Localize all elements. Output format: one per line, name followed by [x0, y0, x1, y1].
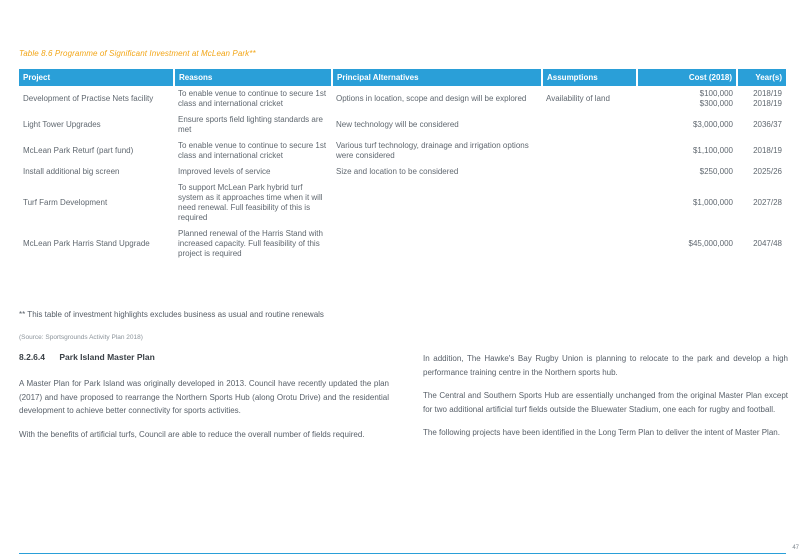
- investment-table: [19, 69, 786, 262]
- section-title: Park Island Master Plan: [59, 352, 155, 362]
- paragraph: With the benefits of artificial turfs, Council are able to reduce the overall number of fields required.: [19, 429, 365, 439]
- header-years: Year(s): [737, 69, 786, 86]
- paragraph: The Central and Southern Sports Hub are essentially unchanged from the original Master Plan except for two additional artificial turf fields outside the Bluewater Stadium, one each for rugby and football.: [423, 391, 788, 414]
- cell-assumptions: [542, 180, 637, 226]
- cell-years: 2018/19 2018/19: [753, 89, 782, 108]
- cell-reasons: To support McLean Park hybrid turf system as it approaches time when it will need renewal. Full feasibility of this is required: [178, 183, 323, 222]
- cell-cost: $100,000 $300,000: [699, 89, 733, 108]
- table-row: [19, 138, 786, 164]
- header-cost: Cost (2018): [637, 69, 737, 86]
- cell-reasons: To enable venue to continue to secure 1st class and international cricket: [178, 89, 327, 108]
- cell-project: Light Tower Upgrades: [23, 120, 101, 129]
- header-reasons: Reasons: [174, 69, 332, 86]
- table-row: [19, 180, 786, 226]
- cell-years: 2025/26: [753, 167, 782, 176]
- page-number: 47: [792, 545, 799, 551]
- cell-assumptions: [542, 138, 637, 164]
- cell-cost: $3,000,000: [692, 120, 733, 129]
- cell-project: Development of Practise Nets facility: [23, 94, 154, 103]
- paragraph: A Master Plan for Park Island was originally developed in 2013. Council have recently updated the plan (2017) and have proposed to rearrange the Northern Sports Hub (along Orotu Drive) and the residential development to achieve better connectivity for sports activities.: [19, 379, 389, 415]
- table-row: [19, 112, 786, 138]
- cell-project: McLean Park Returf (part fund): [23, 146, 134, 155]
- header-alternatives: Principal Alternatives: [332, 69, 542, 86]
- cell-alternatives: Options in location, scope and design will be explored: [336, 94, 527, 103]
- cell-project: Install additional big screen: [23, 167, 120, 176]
- cell-assumptions: [542, 226, 637, 262]
- table-row: [19, 226, 786, 262]
- paragraph: The following projects have been identified in the Long Term Plan to deliver the intent of Master Plan.: [423, 428, 780, 437]
- table-header-row: [19, 69, 786, 86]
- cell-cost: $45,000,000: [688, 239, 733, 248]
- cell-reasons: Improved levels of service: [178, 167, 271, 176]
- table-body: [19, 86, 786, 262]
- cell-project: Turf Farm Development: [23, 198, 108, 207]
- cell-years: 2027/28: [753, 198, 782, 207]
- table-footnote: ** This table of investment highlights excludes business as usual and routine renewals: [19, 310, 324, 319]
- cell-assumptions: Availability of land: [546, 94, 610, 103]
- cell-cost: $250,000: [699, 167, 733, 176]
- table-caption: Table 8.6 Programme of Significant Investment at McLean Park**: [19, 49, 256, 58]
- cell-cost: $1,100,000: [692, 146, 733, 155]
- cell-years: 2036/37: [753, 120, 782, 129]
- right-column: [423, 352, 788, 450]
- cell-project: McLean Park Harris Stand Upgrade: [23, 239, 150, 248]
- footer-divider: [19, 553, 786, 554]
- cell-cost: $1,000,000: [692, 198, 733, 207]
- table-row: [19, 86, 786, 112]
- section-number: 8.2.6.4: [19, 352, 45, 362]
- table-source: (Source: Sportsgrounds Activity Plan 2018): [19, 334, 143, 341]
- header-assumptions: Assumptions: [542, 69, 637, 86]
- cell-years: 2047/48: [753, 239, 782, 248]
- paragraph: In addition, The Hawke's Bay Rugby Union is planning to relocate to the park and develop a high performance training centre in the Northern sports hub.: [423, 354, 788, 377]
- cell-reasons: Ensure sports field lighting standards are met: [178, 115, 323, 134]
- left-column: [19, 352, 389, 451]
- cell-alternatives: New technology will be considered: [336, 120, 459, 129]
- cell-alternatives: Various turf technology, drainage and irrigation options were considered: [336, 141, 529, 160]
- cell-alternatives: Size and location to be considered: [336, 167, 459, 176]
- table-row: [19, 164, 786, 180]
- cell-assumptions: [542, 164, 637, 180]
- header-project: Project: [19, 69, 174, 86]
- cell-assumptions: [542, 112, 637, 138]
- cell-alternatives: [332, 180, 542, 226]
- cell-years: 2018/19: [753, 146, 782, 155]
- section-heading: [19, 352, 389, 362]
- cell-reasons: To enable venue to continue to secure 1st class and international cricket: [178, 141, 327, 160]
- cell-reasons: Planned renewal of the Harris Stand with increased capacity. Full feasibility of this project is required: [178, 229, 323, 258]
- cell-alternatives: [332, 226, 542, 262]
